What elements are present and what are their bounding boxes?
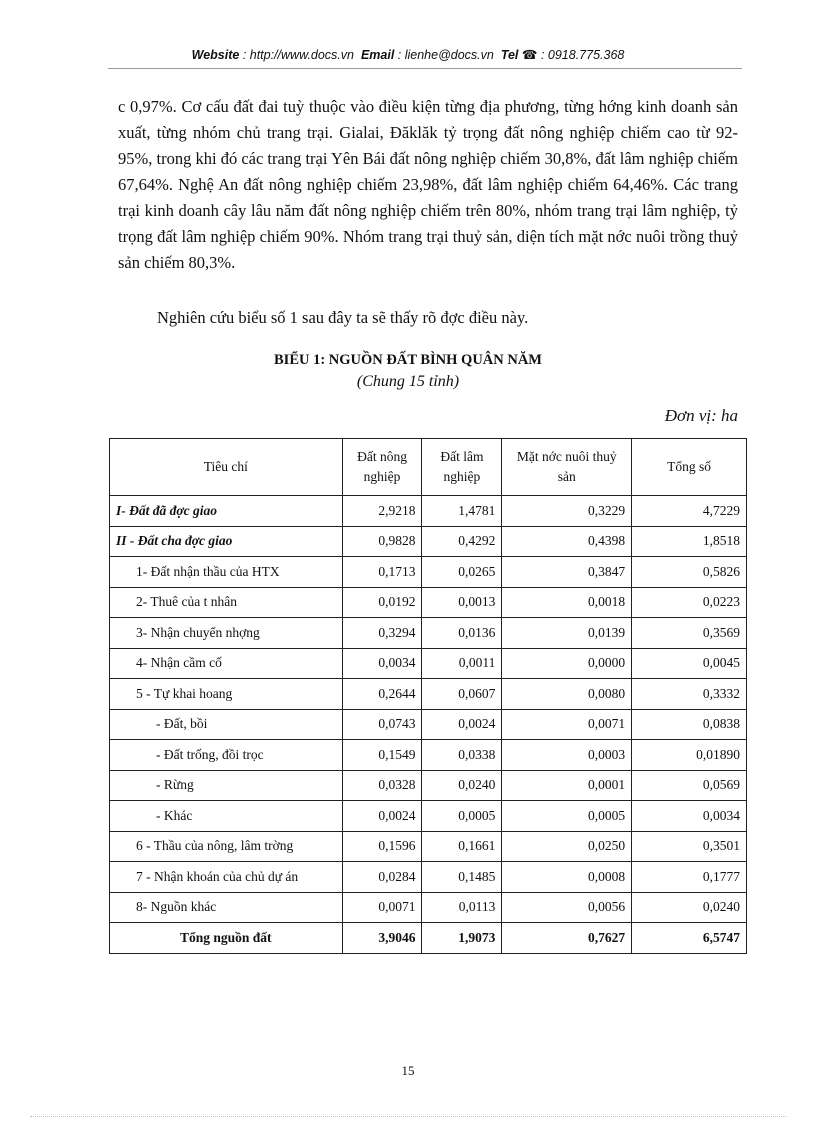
row-label: II - Đất cha đợc giao: [110, 526, 343, 557]
body-paragraph-2: Nghiên cứu biểu số 1 sau đây ta sẽ thấy rõ đợc điều này.: [157, 308, 529, 327]
row-label: - Rừng: [110, 770, 343, 801]
header-divider: [108, 68, 742, 69]
row-value: 0,0045: [632, 648, 747, 679]
table-row: [110, 770, 747, 801]
table-row: [110, 831, 747, 862]
row-value: 0,1549: [342, 740, 422, 771]
row-label: 3- Nhận chuyển nhợng: [110, 618, 343, 649]
row-value: 0,0240: [632, 892, 747, 923]
row-value: 0,0034: [342, 648, 422, 679]
row-value: 0,0071: [342, 892, 422, 923]
table-row: [110, 801, 747, 832]
row-value: 0,0284: [342, 862, 422, 893]
table-row: [110, 496, 747, 527]
row-value: 0,0113: [422, 892, 502, 923]
row-value: 0,1713: [342, 557, 422, 588]
row-value: 0,5826: [632, 557, 747, 588]
row-value: 3,9046: [342, 923, 422, 954]
row-label: I- Đất đã đợc giao: [110, 496, 343, 527]
table-unit: Đơn vị: ha: [664, 406, 738, 425]
row-value: 0,2644: [342, 679, 422, 710]
table-row: [110, 648, 747, 679]
header-agri-land: Đất nông nghiệp: [342, 439, 422, 496]
table-row: [110, 618, 747, 649]
row-value: 0,0005: [502, 801, 632, 832]
row-value: 0,3847: [502, 557, 632, 588]
row-value: 0,1777: [632, 862, 747, 893]
row-value: 0,3294: [342, 618, 422, 649]
row-value: 6,5747: [632, 923, 747, 954]
row-label: 8- Nguồn khác: [110, 892, 343, 923]
table-row: [110, 740, 747, 771]
row-value: 4,7229: [632, 496, 747, 527]
row-value: 0,0136: [422, 618, 502, 649]
header-criteria: Tiêu chí: [110, 439, 343, 496]
tel-value: : 0918.775.368: [540, 48, 625, 62]
row-value: 0,0838: [632, 709, 747, 740]
row-value: 0,4292: [422, 526, 502, 557]
page-number: 15: [401, 1063, 415, 1078]
row-value: 0,0011: [422, 648, 502, 679]
row-label: - Khác: [110, 801, 343, 832]
row-value: 0,0223: [632, 587, 747, 618]
row-value: 0,0265: [422, 557, 502, 588]
row-value: 0,0008: [502, 862, 632, 893]
table-row: [110, 862, 747, 893]
table-row: [110, 587, 747, 618]
row-value: 0,1596: [342, 831, 422, 862]
row-value: 0,01890: [632, 740, 747, 771]
website-value: : http://www.docs.vn: [242, 48, 354, 62]
row-label: 1- Đất nhận thầu của HTX: [110, 557, 343, 588]
row-value: 0,0080: [502, 679, 632, 710]
row-value: 0,0024: [342, 801, 422, 832]
row-value: 0,0328: [342, 770, 422, 801]
row-value: 0,0071: [502, 709, 632, 740]
row-value: 0,4398: [502, 526, 632, 557]
row-label: 7 - Nhận khoán của chủ dự án: [110, 862, 343, 893]
row-value: 0,3569: [632, 618, 747, 649]
row-value: 1,4781: [422, 496, 502, 527]
row-label: Tổng nguồn đất: [110, 923, 343, 954]
row-label: - Đất trống, đồi trọc: [110, 740, 343, 771]
row-value: 0,0240: [422, 770, 502, 801]
row-value: 0,0003: [502, 740, 632, 771]
table-header-row: [110, 439, 747, 496]
row-value: 0,0569: [632, 770, 747, 801]
table-row: [110, 892, 747, 923]
row-value: 0,0743: [342, 709, 422, 740]
row-value: 0,0250: [502, 831, 632, 862]
row-value: 0,0338: [422, 740, 502, 771]
row-value: 0,0018: [502, 587, 632, 618]
row-value: 0,3229: [502, 496, 632, 527]
row-value: 1,9073: [422, 923, 502, 954]
row-value: 0,3332: [632, 679, 747, 710]
row-value: 0,0005: [422, 801, 502, 832]
row-value: 0,0013: [422, 587, 502, 618]
row-value: 0,0056: [502, 892, 632, 923]
row-value: 0,0000: [502, 648, 632, 679]
body-paragraph-1: c 0,97%. Cơ cấu đất đai tuỳ thuộc vào điều kiện từng địa phương, từng hớng kinh doanh sản xuất, từng nhóm chủ trang trại. Gialai, Đăklăk tỷ trọng đất nông nghiệp chiếm cao từ 92-95%, trong khi đó các trang trại Yên Bái đất nông nghiệp chiếm 30,8%, đất lâm nghiệp chiếm 67,64%. Nghệ An đất nông nghiệp chiếm 23,98%, đất lâm nghiệp chiếm 64,46%. Các trang trại kinh doanh cây lâu năm đất nông nghiệp chiếm trên 80%, nhóm trang trại lâm nghiệp, tỷ trọng đất lâm nghiệp chiếm 90%. Nhóm trang trại thuỷ sản, diện tích mặt nớc nuôi trồng thuỷ sản chiếm 80,3%.: [118, 97, 738, 272]
table-row: [110, 709, 747, 740]
table-row: [110, 557, 747, 588]
row-value: 0,9828: [342, 526, 422, 557]
table-row: [110, 923, 747, 954]
row-value: 0,1661: [422, 831, 502, 862]
row-value: 0,0192: [342, 587, 422, 618]
row-value: 0,7627: [502, 923, 632, 954]
table-row: [110, 526, 747, 557]
tel-label: Tel ☎: [500, 48, 538, 62]
header-total: Tổng số: [632, 439, 747, 496]
land-source-table: [109, 438, 747, 954]
table-row: [110, 679, 747, 710]
row-value: 1,8518: [632, 526, 747, 557]
row-label: 2- Thuê của t nhân: [110, 587, 343, 618]
email-value: : lienhe@docs.vn: [397, 48, 494, 62]
table-subtitle: (Chung 15 tỉnh): [356, 373, 460, 390]
row-label: 4- Nhận cầm cố: [110, 648, 343, 679]
table-title: BIỂU 1: NGUỒN ĐẤT BÌNH QUÂN NĂM: [274, 352, 542, 368]
row-value: 0,0139: [502, 618, 632, 649]
website-label: Website: [191, 48, 240, 62]
row-value: 2,9218: [342, 496, 422, 527]
row-value: 0,0607: [422, 679, 502, 710]
page-header: [0, 47, 816, 62]
row-label: 6 - Thầu của nông, lâm trờng: [110, 831, 343, 862]
row-label: - Đất, bồi: [110, 709, 343, 740]
footer-divider: [30, 1116, 786, 1117]
header-forest-land: Đất lâm nghiệp: [422, 439, 502, 496]
row-value: 0,0034: [632, 801, 747, 832]
email-label: Email: [360, 48, 395, 62]
header-water-surface: Mặt nớc nuôi thuỷ sản: [502, 439, 632, 496]
row-label: 5 - Tự khai hoang: [110, 679, 343, 710]
row-value: 0,0001: [502, 770, 632, 801]
row-value: 0,3501: [632, 831, 747, 862]
row-value: 0,0024: [422, 709, 502, 740]
row-value: 0,1485: [422, 862, 502, 893]
